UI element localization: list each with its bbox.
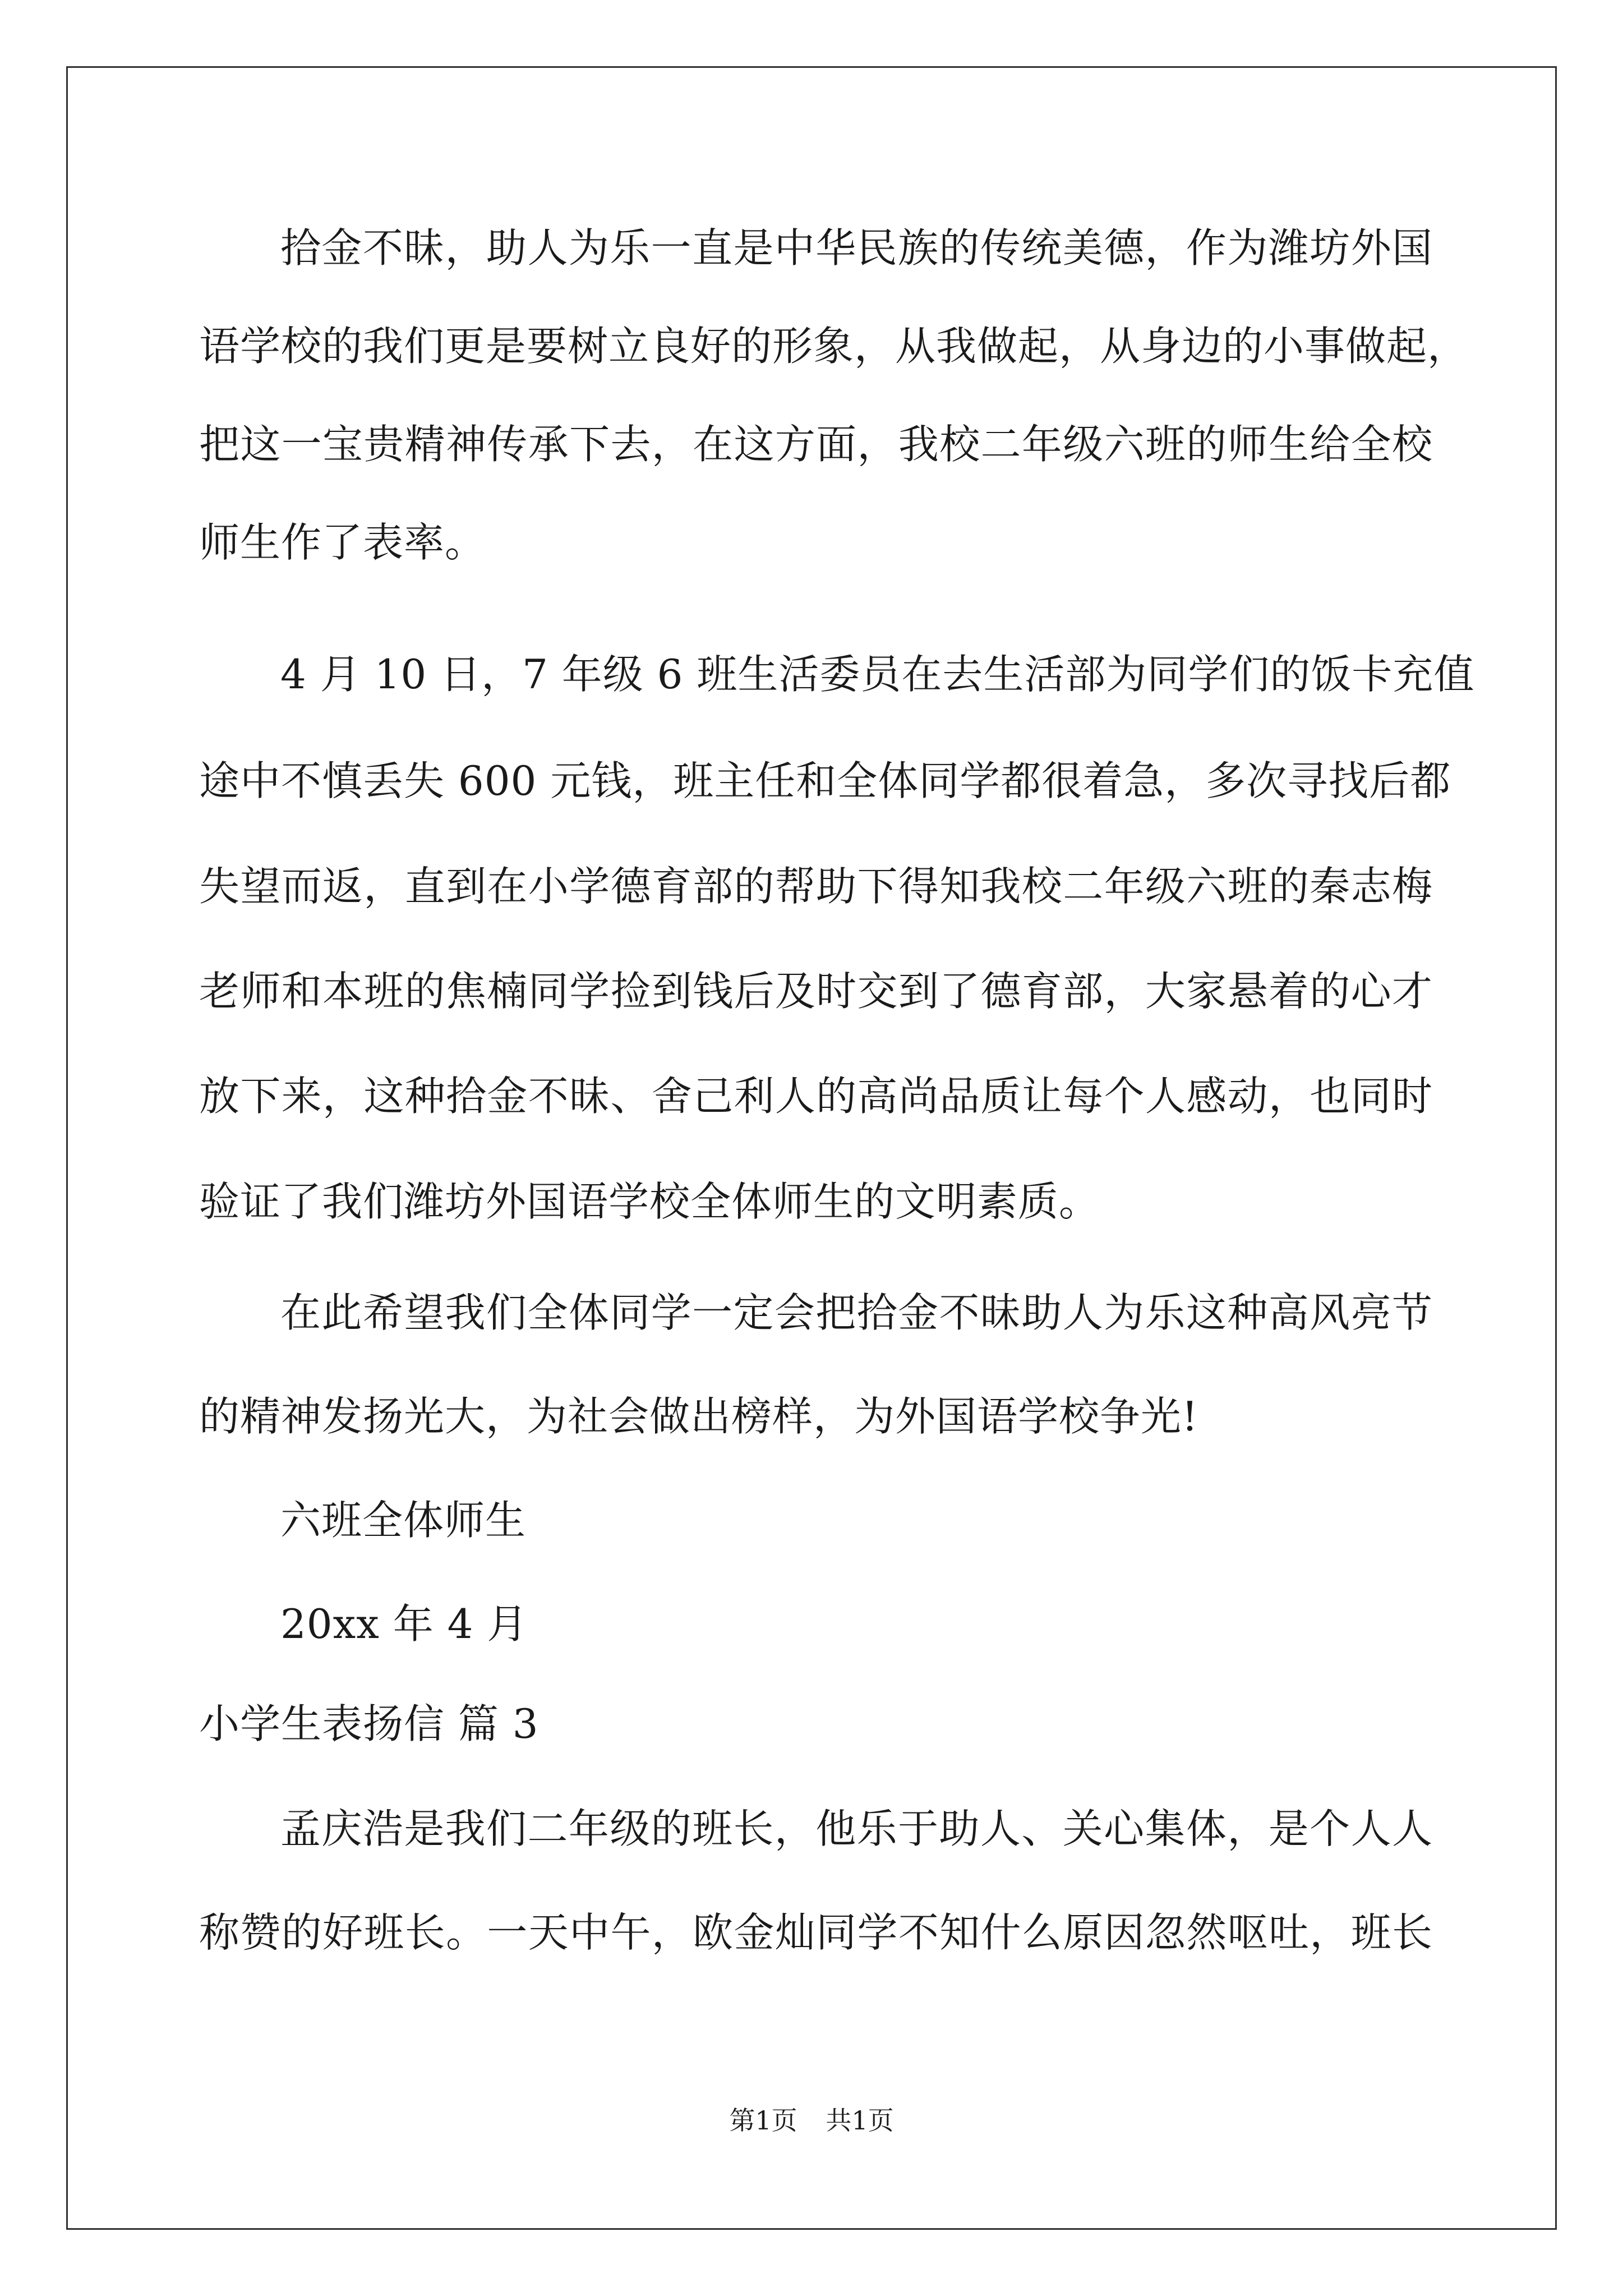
paragraph-2-line-6: 验证了我们潍坊外国语学校全体师生的文明素质。 xyxy=(199,1178,1100,1225)
section-heading: 小学生表扬信 篇 3 xyxy=(199,1700,539,1747)
paragraph-1-line-1: 拾金不昧，助人为乐一直是中华民族的传统美德，作为潍坊外国 xyxy=(280,224,1433,272)
paragraph-2-line-2: 途中不慎丢失 600 元钱，班主任和全体同学都很着急，多次寻找后都 xyxy=(199,757,1451,804)
page-total: 共1页 xyxy=(826,2105,894,2136)
paragraph-1-line-3: 把这一宝贵精神传承下去，在这方面，我校二年级六班的师生给全校 xyxy=(199,421,1433,468)
paragraph-3-line-1: 在此希望我们全体同学一定会把拾金不昧助人为乐这种高风亮节 xyxy=(280,1289,1433,1336)
paragraph-4-line-2: 称赞的好班长。一天中午，欧金灿同学不知什么原因忽然呕吐，班长 xyxy=(199,1909,1433,1956)
page-number: 第1页 xyxy=(729,2105,797,2136)
page-footer xyxy=(0,2104,1623,2137)
paragraph-1-line-4: 师生作了表率。 xyxy=(199,519,486,566)
signature: 六班全体师生 xyxy=(280,1497,527,1544)
paragraph-2-line-5: 放下来，这种拾金不昧、舍己利人的高尚品质让每个人感动，也同时 xyxy=(199,1073,1433,1120)
paragraph-2-line-4: 老师和本班的焦楠同学捡到钱后及时交到了德育部，大家悬着的心才 xyxy=(199,968,1433,1015)
paragraph-3-line-2: 的精神发扬光大，为社会做出榜样，为外国语学校争光! xyxy=(199,1393,1198,1440)
paragraph-2-line-3: 失望而返，直到在小学德育部的帮助下得知我校二年级六班的秦志梅 xyxy=(199,863,1433,910)
paragraph-4-line-1: 孟庆浩是我们二年级的班长，他乐于助人、关心集体，是个人人 xyxy=(280,1805,1433,1852)
paragraph-2-line-1: 4 月 10 日，7 年级 6 班生活委员在去生活部为同学们的饭卡充值 xyxy=(280,651,1475,698)
letter-date: 20xx 年 4 月 xyxy=(280,1600,528,1648)
paragraph-1-line-2: 语学校的我们更是要树立良好的形象，从我做起，从身边的小事做起， xyxy=(199,323,1469,370)
